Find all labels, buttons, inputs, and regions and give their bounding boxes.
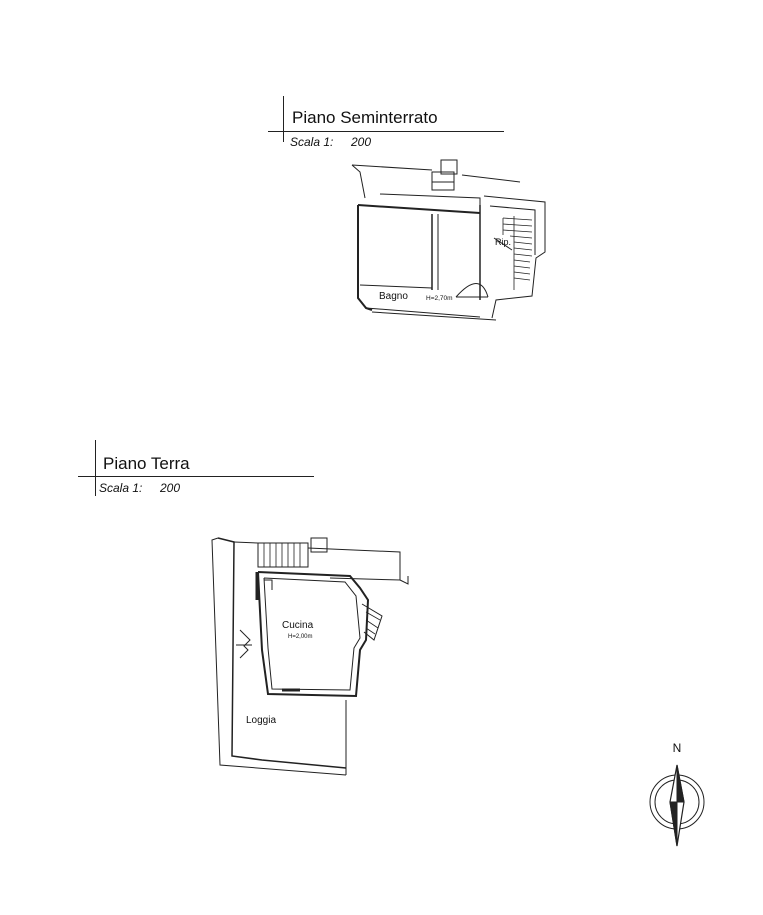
room-label-storage: Rip. (495, 237, 512, 247)
plan-terra (212, 538, 408, 775)
floor-title: Piano Seminterrato (292, 108, 438, 127)
scale-value: 200 (351, 135, 372, 149)
scale-label: Scala 1: (290, 135, 334, 149)
north-label: N (672, 741, 682, 755)
scale-label: Scala 1: (99, 481, 143, 495)
room-label-kitchen: Cucina (282, 620, 314, 631)
room-label-bathroom: Bagno (379, 291, 408, 302)
stair-treads (264, 543, 300, 567)
room-height-label: H=2,00m (288, 634, 313, 640)
stair-treads (503, 216, 532, 290)
room-label-loggia: Loggia (246, 715, 277, 726)
room-height-label: H=2,70m (426, 295, 453, 302)
floor-title: Piano Terra (103, 454, 190, 473)
scale-value: 200 (160, 481, 181, 495)
north-arrow-icon (650, 765, 704, 846)
